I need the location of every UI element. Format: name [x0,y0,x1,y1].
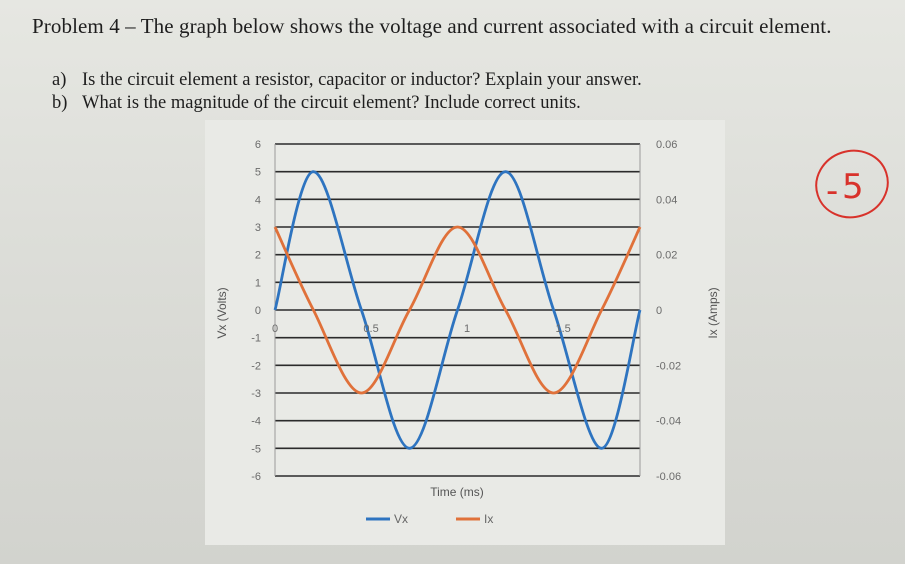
left-tick-label-6: 0 [254,305,261,317]
grade-mark [808,141,897,226]
question-a-letter: a) [52,70,67,90]
question-b-letter: b) [52,93,68,113]
left-tick-label-1: 5 [254,166,261,179]
right-tick-label-0: 0.06 [656,139,678,151]
x-axis-label: Time (ms) [430,485,484,499]
problem-title: Problem 4 – The graph below shows the voltage and current associated with a circuit element. [32,14,832,38]
legend-label-vx: Vx [394,512,409,526]
left-tick-label-9: -3 [251,388,261,400]
left-tick-label-7: -1 [251,332,261,345]
left-tick-label-2: 4 [254,194,261,207]
left-tick-label-4: 2 [254,249,261,262]
x-tick-label-2: 1 [464,323,471,335]
y-axis-left-label: Vx (Volts) [215,287,229,339]
right-tick-label-4: -0.02 [656,360,682,373]
right-tick-label-6: -0.06 [656,471,682,483]
question-a-text: Is the circuit element a resistor, capacitor or inductor? Explain your answer. [82,70,642,90]
right-tick-label-1: 0.04 [656,194,678,207]
left-tick-label-3: 3 [254,222,261,234]
left-tick-label-11: -5 [251,443,261,456]
question-b-text: What is the magnitude of the circuit element? Include correct units. [82,93,581,113]
left-tick-label-8: -2 [251,360,261,373]
x-tick-label-1: 0.5 [363,323,379,335]
left-tick-label-5: 1 [254,277,261,290]
left-tick-label-12: -6 [251,471,261,483]
x-tick-label-3: 1.5 [555,323,571,335]
left-tick-label-10: -4 [251,415,261,428]
legend-label-ix: Ix [484,512,494,526]
left-tick-label-0: 6 [254,139,261,151]
grade-minus: - [826,171,839,211]
right-tick-label-3: 0 [656,305,663,317]
y-axis-right-label: Ix (Amps) [706,287,720,339]
right-tick-label-2: 0.02 [656,249,678,262]
x-tick-label-0: 0 [271,323,279,335]
right-tick-label-5: -0.04 [656,415,682,428]
grade-points: 5 [842,167,864,207]
